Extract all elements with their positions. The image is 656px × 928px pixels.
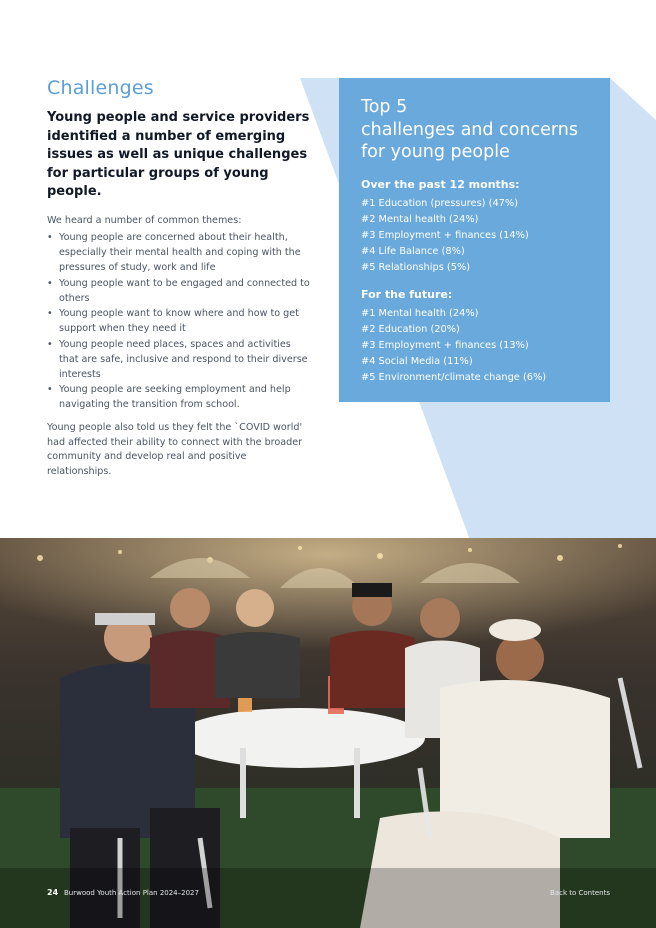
intro-text: Young people and service providers identified a number of emerging issues as well as unique challenges for particular groups of young people. — [47, 110, 310, 199]
list-item: • Young people are concerned about their health, especially their mental health and coping with the pressures of study, work and life — [47, 232, 301, 273]
list-item: #2 Education (20%) — [361, 323, 460, 335]
list-item: #3 Employment + finances (13%) — [361, 339, 529, 351]
list-item: #4 Social Media (11%) — [361, 355, 473, 367]
future-list — [361, 306, 588, 386]
closing-text: Young people also told us they felt the `COVID world' had affected their ability to connect with the broader community and develop real and positive relationships. — [47, 422, 303, 477]
photo-illustration — [0, 538, 656, 928]
box-title: Top 5 challenges and concerns for young people — [361, 97, 578, 162]
page-number: 24 — [47, 888, 59, 897]
past-heading: Over the past 12 months: — [361, 177, 520, 191]
list-item: #5 Relationships (5%) — [361, 261, 471, 273]
group-photo — [0, 538, 656, 928]
list-item: #2 Mental health (24%) — [361, 213, 479, 225]
list-item: #1 Education (pressures) (47%) — [361, 197, 519, 209]
list-item: #3 Employment + finances (14%) — [361, 229, 529, 241]
bullet-icon: • — [47, 384, 53, 395]
bullet-icon: • — [47, 277, 53, 289]
bullet-icon: • — [47, 308, 53, 319]
bullet-icon: • — [47, 232, 53, 243]
bullet-icon: • — [47, 338, 53, 350]
back-to-contents-link[interactable]: Back to Contents — [550, 889, 610, 897]
list-item: #4 Life Balance (8%) — [361, 245, 465, 257]
list-item: • Young people need places, spaces and activities that are safe, inclusive and respond to their diverse interests — [47, 338, 308, 380]
top5-box — [339, 78, 610, 402]
list-item: • Young people want to be engaged and connected to others — [47, 277, 310, 304]
list-item: #5 Environment/climate change (6%) — [361, 371, 547, 383]
section-heading: Challenges — [47, 77, 154, 99]
challenges-section — [47, 77, 312, 479]
footer-doc-title: Burwood Youth Action Plan 2024–2027 — [64, 889, 199, 897]
list-item: #1 Mental health (24%) — [361, 307, 479, 319]
list-item: • Young people are seeking employment and help navigating the transition from school. — [47, 384, 291, 410]
future-heading: For the future: — [361, 287, 453, 301]
past-list — [361, 196, 588, 276]
list-item: • Young people want to know where and how to get support when they need it — [47, 308, 299, 334]
themes-lead: We heard a number of common themes: — [47, 214, 242, 226]
themes-list — [47, 230, 312, 412]
